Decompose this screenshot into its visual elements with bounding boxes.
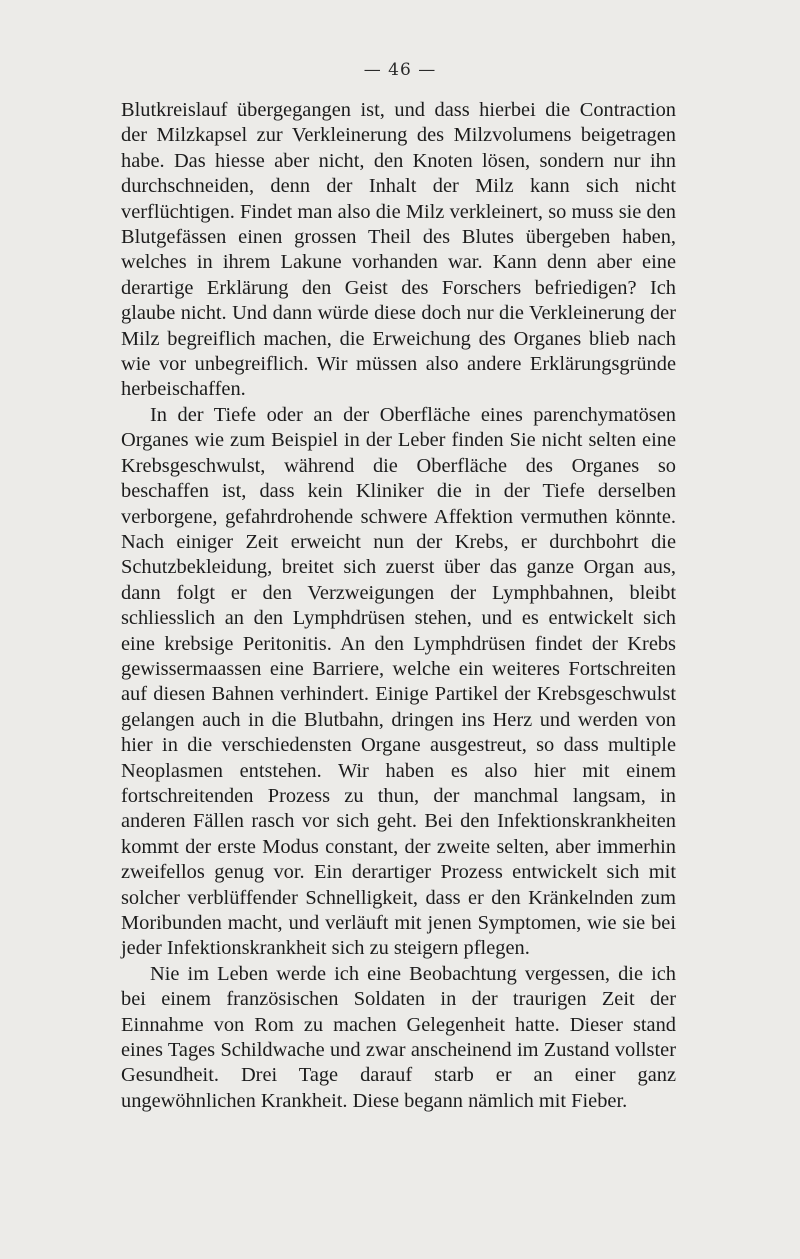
paragraph-3: Nie im Leben werde ich eine Beobachtung vergessen, die ich bei einem französischen Soldaten in der traurigen Zeit der Einnahme von Rom zu machen Gelegenheit hatte. Dieser stand eines Tages Schildwache und zwar anscheinend im Zustand vollster Gesundheit. Drei Tage darauf starb er an einer ganz ungewöhnlichen Krankheit. Diese begann nämlich mit Fieber. (121, 962, 676, 1112)
page-number: — 46 — (363, 60, 437, 80)
paragraph-1: Blutkreislauf übergegangen ist, und dass hierbei die Contraction der Milzkapsel zur Verkleinerung des Milzvolumens beigetragen habe. Das hiesse aber nicht, den Knoten lösen, sondern nur ihn durchschneiden, denn der Inhalt der Milz kann sich nicht verflüchtigen. Findet man also die Milz verkleinert, so muss sie den Blutgefässen einen grossen Theil des Blutes übergeben haben, welches in ihrem Lakune vorhanden war. Kann denn aber eine derartige Erklärung den Geist des Forschers befriedigen? Ich glaube nicht. Und dann würde diese doch nur die Verkleinerung der Milz begreiflich machen, die Erweichung des Organes blieb nach wie vor unbegreiflich. Wir müssen also andere Erklärungsgründe herbeischaffen. (121, 99, 676, 401)
paragraph-2: In der Tiefe oder an der Oberfläche eines parenchymatösen Organes wie zum Beispiel in der Leber finden Sie nicht selten eine Krebsgeschwulst, während die Oberfläche des Organes so beschaffen ist, dass kein Kliniker die in der Tiefe derselben verborgene, gefahrdrohende schwere Affektion vermuthen könnte. Nach einiger Zeit erweicht nun der Krebs, er durchbohrt die Schutzbekleidung, breitet sich zuerst über das ganze Organ aus, dann folgt er den Verzweigungen der Lymphbahnen, bleibt schliesslich an den Lymphdrüsen stehen, und es entwickelt sich eine krebsige Peritonitis. An den Lymphdrüsen findet der Krebs gewissermaassen eine Barriere, welche ein weiteres Fortschreiten auf diesen Bahnen verhindert. Einige Partikel der Krebsgeschwulst gelangen auch in die Blutbahn, dringen ins Herz und werden von hier in die verschiedensten Organe ausgestreut, so dass multiple Neoplasmen entstehen. Wir haben es also hier mit einem fortschreitenden Prozess zu thun, der manchmal langsam, in anderen Fällen rasch vor sich geht. Bei den Infektionskrankheiten kommt der erste Modus constant, der zweite selten, aber immerhin zweifellos genug vor. Ein derartiger Prozess entwickelt sich mit solcher verblüffender Schnelligkeit, dass er den Kränkelnden zum Moribunden macht, und verläuft mit jenen Symptomen, wie sie bei jeder Infektionskrankheit sich zu steigern pflegen. (121, 403, 676, 960)
body-text (121, 98, 676, 1114)
